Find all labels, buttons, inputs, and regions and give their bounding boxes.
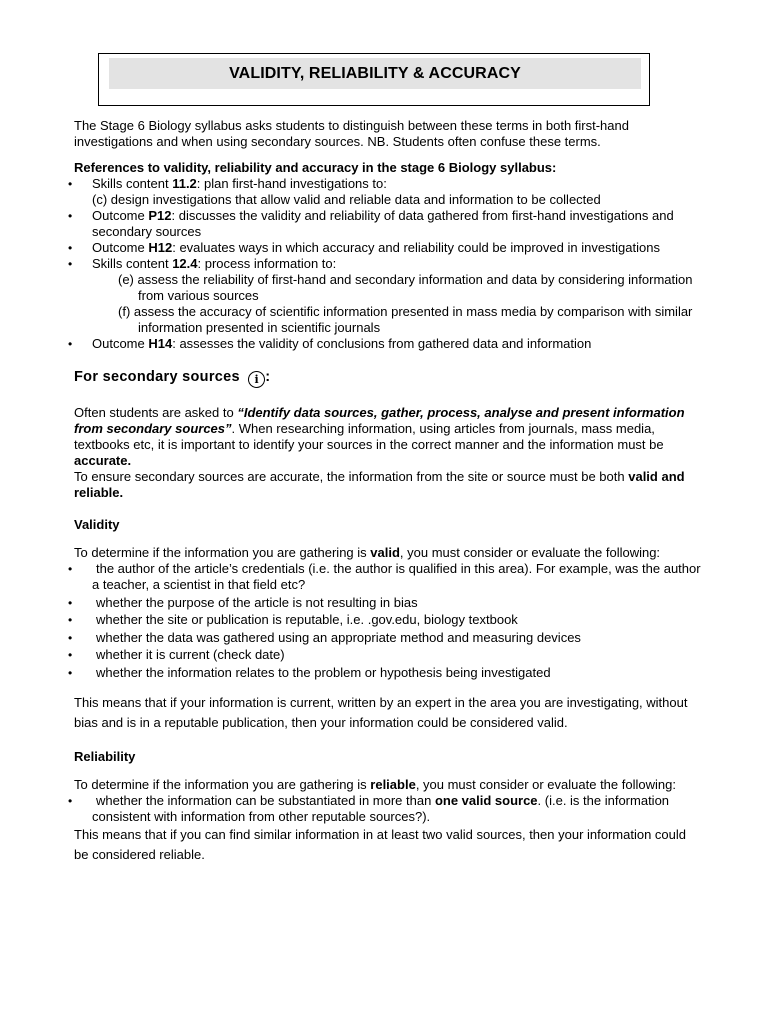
info-icon: i — [248, 371, 265, 388]
list-item: • whether the information can be substantiated in more than one valid source. (i.e. is the information consistent with information from other reputable sources?). — [68, 792, 670, 824]
validity-summary: This means that if your information is current, written by an expert in the area you are investigating, without bias and is in a reputable publication, then your information could be considered valid. — [74, 694, 688, 730]
reliability-heading: Reliability — [74, 748, 136, 764]
bullet-icon: • — [68, 665, 73, 680]
bullet-icon: • — [68, 613, 73, 627]
list-item: • whether it is current (check date) — [68, 647, 285, 662]
list-item: • whether the site or publication is reputable, i.e. .gov.edu, biology textbook — [68, 612, 518, 627]
page-title: VALIDITY, RELIABILITY & ACCURACY — [109, 58, 641, 89]
bullet-icon: • — [68, 595, 73, 610]
list-item: • Skills content 12.4: process information to: (e) assess the reliability of first-hand and secondary information and data by considering information from various sources (f) assess the accuracy of scientific information presented in mass media by comparison with similar information presented in scientific journals — [74, 256, 704, 336]
list-item: • the author of the article’s credentials (i.e. the author is qualified in this area). For example, was the author a teacher, a scientist in that field etc? — [68, 561, 701, 592]
secondary-sources-heading: For secondary sources i : — [74, 369, 271, 386]
bullet-icon: • — [68, 648, 73, 662]
list-item: • whether the information relates to the problem or hypothesis being investigated — [68, 664, 551, 680]
bullet-icon: • — [68, 562, 73, 576]
list-item: • Outcome P12: discusses the validity and reliability of data gathered from first-hand investigations and secondary sources — [68, 208, 674, 239]
intro-paragraph: The Stage 6 Biology syllabus asks students to distinguish between these terms in both first-hand investigations and when using secondary sources. NB. Students often confuse these terms. — [74, 118, 629, 149]
references-heading: References to validity, reliability and accuracy in the stage 6 Biology syllabus: — [74, 160, 557, 175]
bullet-icon: • — [68, 177, 73, 191]
bullet-icon: • — [68, 630, 73, 645]
validity-heading: Validity — [74, 517, 120, 532]
bullet-icon: • — [68, 241, 73, 255]
bullet-icon: • — [68, 793, 73, 808]
bullet-icon: • — [68, 337, 73, 351]
title-box — [98, 53, 650, 106]
bullet-icon: • — [68, 257, 73, 271]
list-item: • Skills content 11.2: plan first-hand investigations to: (c) design investigations that allow valid and reliable data and information to be collected — [74, 176, 704, 208]
list-item: • Outcome H14: assesses the validity of conclusions from gathered data and information — [68, 336, 592, 351]
sub-item-c: (c) design investigations that allow valid and reliable data and information to be collected — [92, 192, 601, 207]
bullet-icon: • — [68, 209, 73, 223]
reliability-intro: To determine if the information you are gathering is reliable, you must consider or evaluate the following: — [74, 776, 676, 792]
list-item: • whether the purpose of the article is not resulting in bias — [68, 594, 418, 610]
sub-item-f: (f) assess the accuracy of scientific information presented in mass media by comparison with similar information presented in scientific journals — [118, 304, 693, 335]
secondary-paragraph-2: To ensure secondary sources are accurate, the information from the site or source must be both valid and reliable. — [74, 469, 685, 500]
reliability-list — [68, 792, 704, 825]
validity-intro: To determine if the information you are gathering is valid, you must consider or evaluate the following: — [74, 545, 661, 560]
references-list — [68, 176, 704, 352]
list-item: • whether the data was gathered using an appropriate method and measuring devices — [68, 629, 581, 645]
document-body — [68, 118, 704, 865]
reliability-summary: This means that if you can find similar information in at least two valid sources, then your information could be considered reliable. — [74, 826, 687, 862]
validity-list — [68, 561, 704, 681]
sub-item-e: (e) assess the reliability of first-hand and secondary information and data by considering information from various sources — [118, 272, 693, 303]
list-item: • Outcome H12: evaluates ways in which accuracy and reliability could be improved in investigations — [68, 240, 660, 255]
secondary-paragraph: Often students are asked to “Identify data sources, gather, process, analyse and present information from secondary sources”. When researching information, using articles from journals, mass media, textbooks etc, it is important to identify your sources in the correct manner and the information must be accurate. — [74, 405, 685, 468]
